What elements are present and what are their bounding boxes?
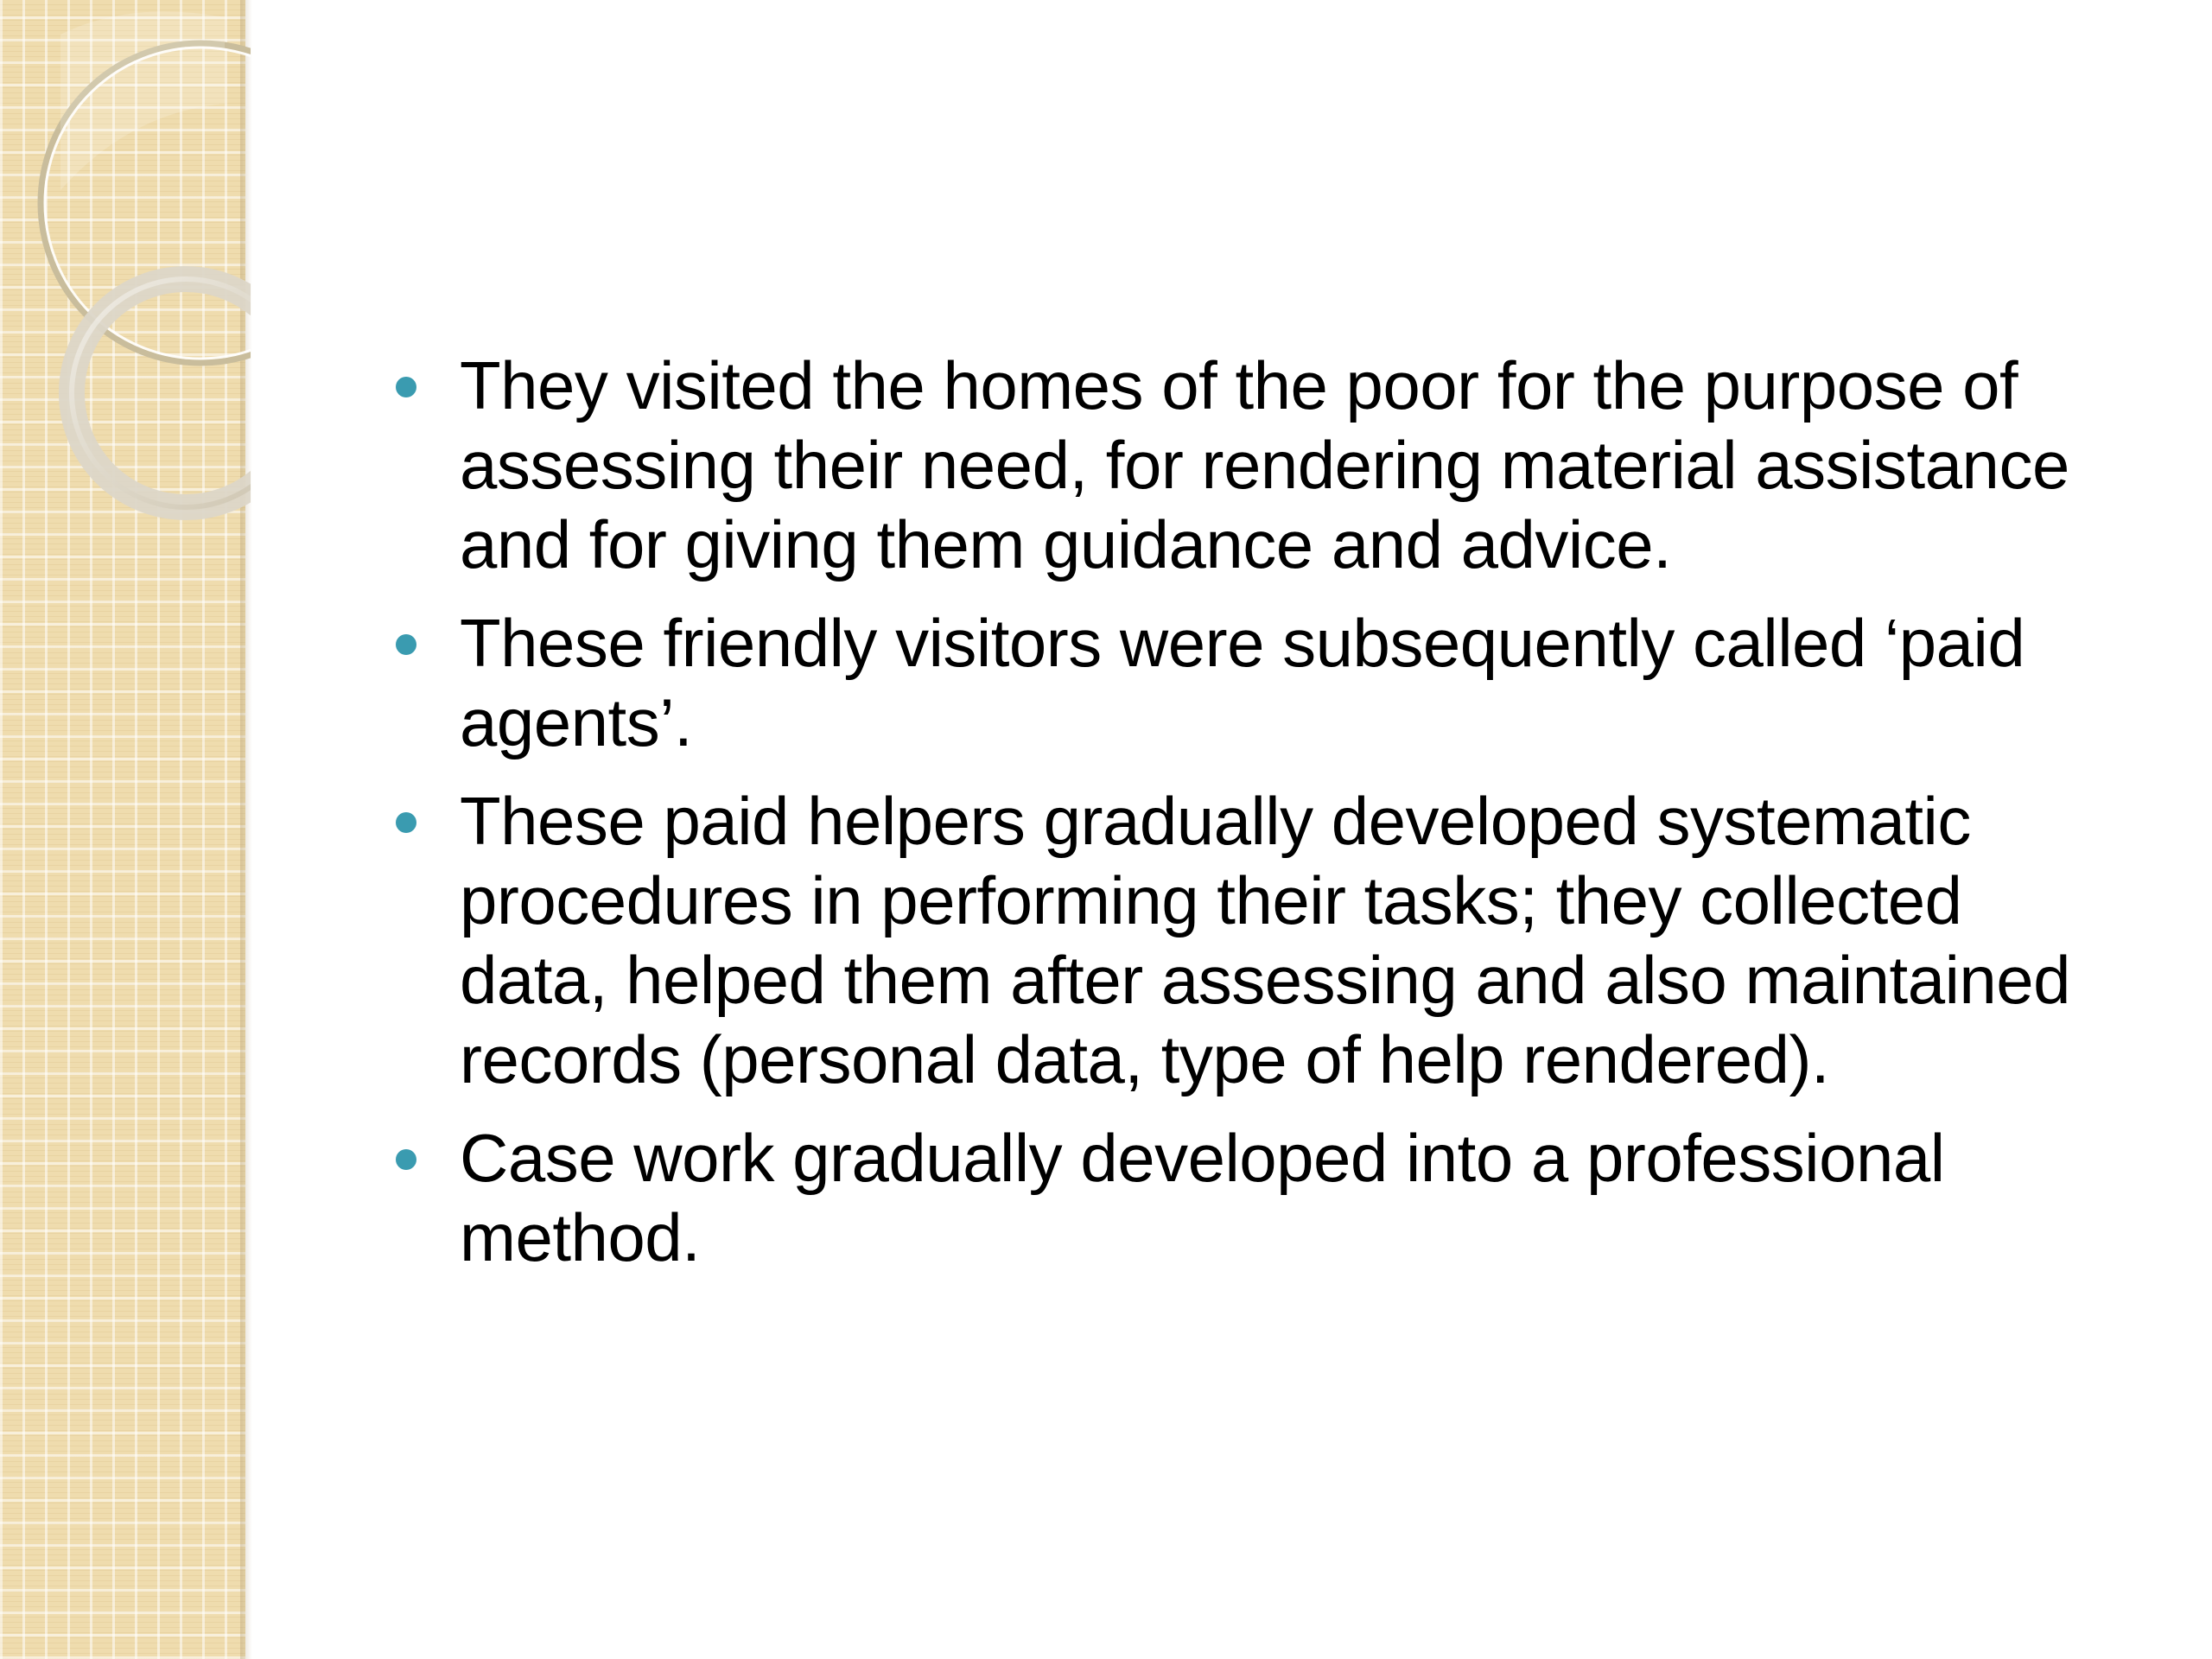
bullet-item: [380, 603, 2108, 762]
bullet-dot-icon: [396, 634, 416, 655]
bullet-list: [380, 346, 2108, 1277]
bullet-item: [380, 346, 2108, 584]
bullet-item: [380, 1118, 2108, 1277]
bullet-text: Case work gradually developed into a professional method.: [460, 1120, 1945, 1275]
slide-body: [380, 346, 2108, 1296]
decorative-rings-icon: [0, 0, 251, 553]
bullet-dot-icon: [396, 812, 416, 833]
bullet-text: They visited the homes of the poor for the purpose of assessing their need, for rendering material assistance and for giving them guidance and advice.: [460, 347, 2069, 582]
bullet-dot-icon: [396, 377, 416, 397]
bullet-item: [380, 781, 2108, 1099]
small-ring-icon: [72, 279, 251, 507]
bullet-text: These paid helpers gradually developed systematic procedures in performing their tasks; they collected data, helped them after assessing and also maintained records (personal data, type of help rendered).: [460, 783, 2071, 1097]
bullet-text: These friendly visitors were subsequently called ‘paid agents’.: [460, 605, 2025, 760]
bullet-dot-icon: [396, 1149, 416, 1170]
